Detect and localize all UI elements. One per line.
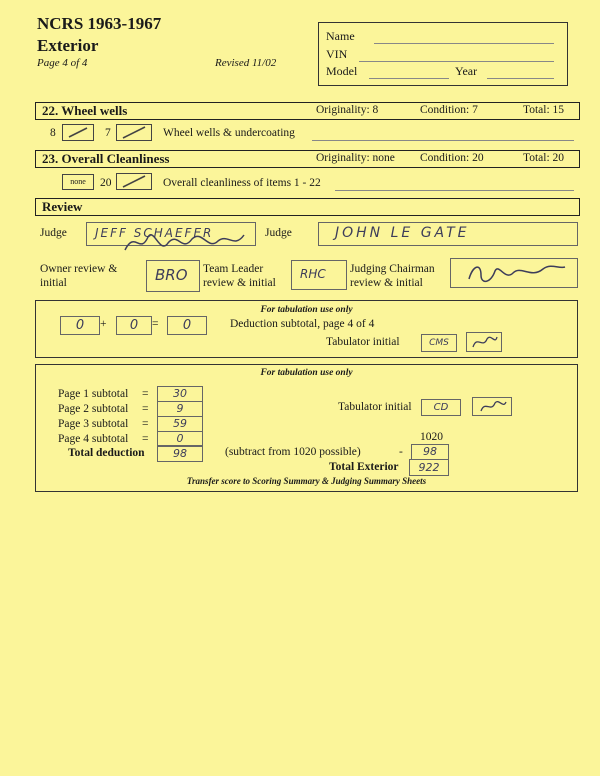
chairman-signature-icon: [451, 259, 577, 287]
judge2-value: JOHN LE GATE: [335, 225, 470, 241]
name-field[interactable]: [374, 43, 554, 44]
possible-points-value: 1020: [420, 431, 443, 443]
tabulator-initial-1[interactable]: CMS: [421, 334, 457, 352]
tabulation-heading: For tabulation use only: [260, 368, 353, 378]
owner-initial-field[interactable]: [146, 260, 200, 292]
section-23-originality: Originality: none: [316, 152, 395, 164]
tabulation-box-total: [35, 364, 578, 492]
tabulator-initial-2[interactable]: [472, 397, 512, 416]
tabulator-signature-icon: [467, 333, 501, 351]
year-field[interactable]: [487, 78, 554, 79]
model-label: Model: [326, 64, 358, 78]
section-22-header: [35, 102, 580, 120]
page2-subtotal-value[interactable]: 9: [157, 401, 203, 417]
subtract-value[interactable]: 98: [411, 444, 449, 460]
section-23-title: 23. Overall Cleanliness: [42, 151, 170, 166]
item-line: [335, 190, 574, 191]
name-label: Name: [326, 29, 355, 43]
cleanliness-none-box: none: [62, 174, 94, 190]
wheel-wells-item-label: Wheel wells & undercoating: [163, 127, 295, 139]
item-line: [312, 140, 574, 141]
team-leader-label-line2: review & initial: [203, 277, 276, 289]
subtract-instruction: (subtract from 1020 possible): [225, 446, 361, 458]
year-label: Year: [455, 64, 478, 78]
section-22-condition: Condition: 7: [420, 104, 478, 116]
section-23-total: Total: 20: [523, 152, 565, 164]
deduction-subtotal-value[interactable]: 0: [167, 316, 207, 335]
section-23-header: [35, 150, 580, 168]
page3-subtotal-label: Page 3 subtotal: [58, 418, 129, 430]
cleanliness-item-label: Overall cleanliness of items 1 - 22: [163, 177, 321, 189]
judge2-field[interactable]: [318, 222, 578, 246]
vin-label: VIN: [326, 47, 348, 61]
page3-subtotal-value[interactable]: 59: [157, 416, 203, 432]
tabulation-heading: For tabulation use only: [260, 305, 353, 315]
cleanliness-cond-checkbox[interactable]: [116, 173, 152, 190]
wheel-wells-orig-value: 8: [50, 127, 56, 139]
wheel-wells-cond-value: 7: [105, 127, 111, 139]
chairman-initial-field[interactable]: [450, 258, 578, 288]
judge1-signature-icon: [120, 225, 260, 259]
owner-label-line2: initial: [40, 277, 67, 289]
total-deduction-label: Total deduction: [68, 447, 145, 459]
tabulator-initial-label: Tabulator initial: [338, 401, 412, 413]
team-leader-label-line1: Team Leader: [203, 263, 264, 275]
total-exterior-label: Total Exterior: [329, 461, 399, 473]
page4-subtotal-label: Page 4 subtotal: [58, 433, 129, 445]
tabulator-initial-label: Tabulator initial: [326, 336, 400, 348]
judge1-value: JEFF SCHAEFER: [95, 226, 214, 240]
owner-label-line1: Owner review &: [40, 263, 118, 275]
team-leader-initial-field[interactable]: [291, 260, 347, 290]
page-number: Page 4 of 4: [37, 57, 88, 69]
equals-sign: =: [152, 318, 159, 330]
equals-sign: =: [142, 418, 149, 430]
form-subtitle: Exterior: [37, 36, 99, 55]
page2-subtotal-label: Page 2 subtotal: [58, 403, 129, 415]
revision-date: Revised 11/02: [215, 57, 277, 69]
minus-sign: -: [399, 446, 403, 458]
page1-subtotal-label: Page 1 subtotal: [58, 388, 129, 400]
tabulation-box-page4: [35, 300, 578, 358]
tabulator-signature-icon: [473, 398, 511, 415]
owner-initial-value: BRO: [155, 266, 188, 284]
judge1-label: Judge: [40, 227, 67, 239]
vehicle-id-box: [318, 22, 568, 86]
equals-sign: =: [142, 403, 149, 415]
wheel-wells-cond-checkbox[interactable]: [116, 124, 152, 141]
cleanliness-cond-value: 20: [100, 177, 112, 189]
deduction-value-1[interactable]: 0: [60, 316, 100, 335]
transfer-note: Transfer score to Scoring Summary & Judging Summary Sheets: [186, 476, 427, 486]
page4-subtotal-value[interactable]: 0: [157, 431, 203, 447]
equals-sign: =: [142, 388, 149, 400]
check-mark-icon: [63, 125, 93, 140]
section-22-originality: Originality: 8: [316, 104, 379, 116]
section-23-condition: Condition: 20: [420, 152, 484, 164]
tabulator-initial-1[interactable]: CD: [421, 399, 461, 416]
review-title: Review: [42, 199, 83, 214]
total-deduction-value[interactable]: 98: [157, 445, 203, 462]
vin-field[interactable]: [359, 61, 554, 62]
deduction-value-2[interactable]: 0: [116, 316, 152, 335]
chairman-label-line1: Judging Chairman: [350, 263, 435, 275]
check-mark-icon: [117, 174, 151, 189]
judge2-label: Judge: [265, 227, 292, 239]
wheel-wells-orig-checkbox[interactable]: [62, 124, 94, 141]
check-mark-icon: [117, 125, 151, 140]
section-22-total: Total: 15: [523, 104, 565, 116]
page1-subtotal-value[interactable]: 30: [157, 386, 203, 402]
total-exterior-value[interactable]: 922: [409, 459, 449, 476]
review-header: [35, 198, 580, 216]
section-22-title: 22. Wheel wells: [42, 103, 128, 118]
plus-sign: +: [100, 318, 107, 330]
deduction-subtotal-label: Deduction subtotal, page 4 of 4: [230, 318, 375, 330]
model-field[interactable]: [369, 78, 449, 79]
form-title: NCRS 1963-1967: [37, 14, 162, 33]
equals-sign: =: [142, 433, 149, 445]
tabulator-initial-2[interactable]: [466, 332, 502, 352]
team-leader-initial-value: RHC: [300, 267, 326, 281]
chairman-label-line2: review & initial: [350, 277, 423, 289]
